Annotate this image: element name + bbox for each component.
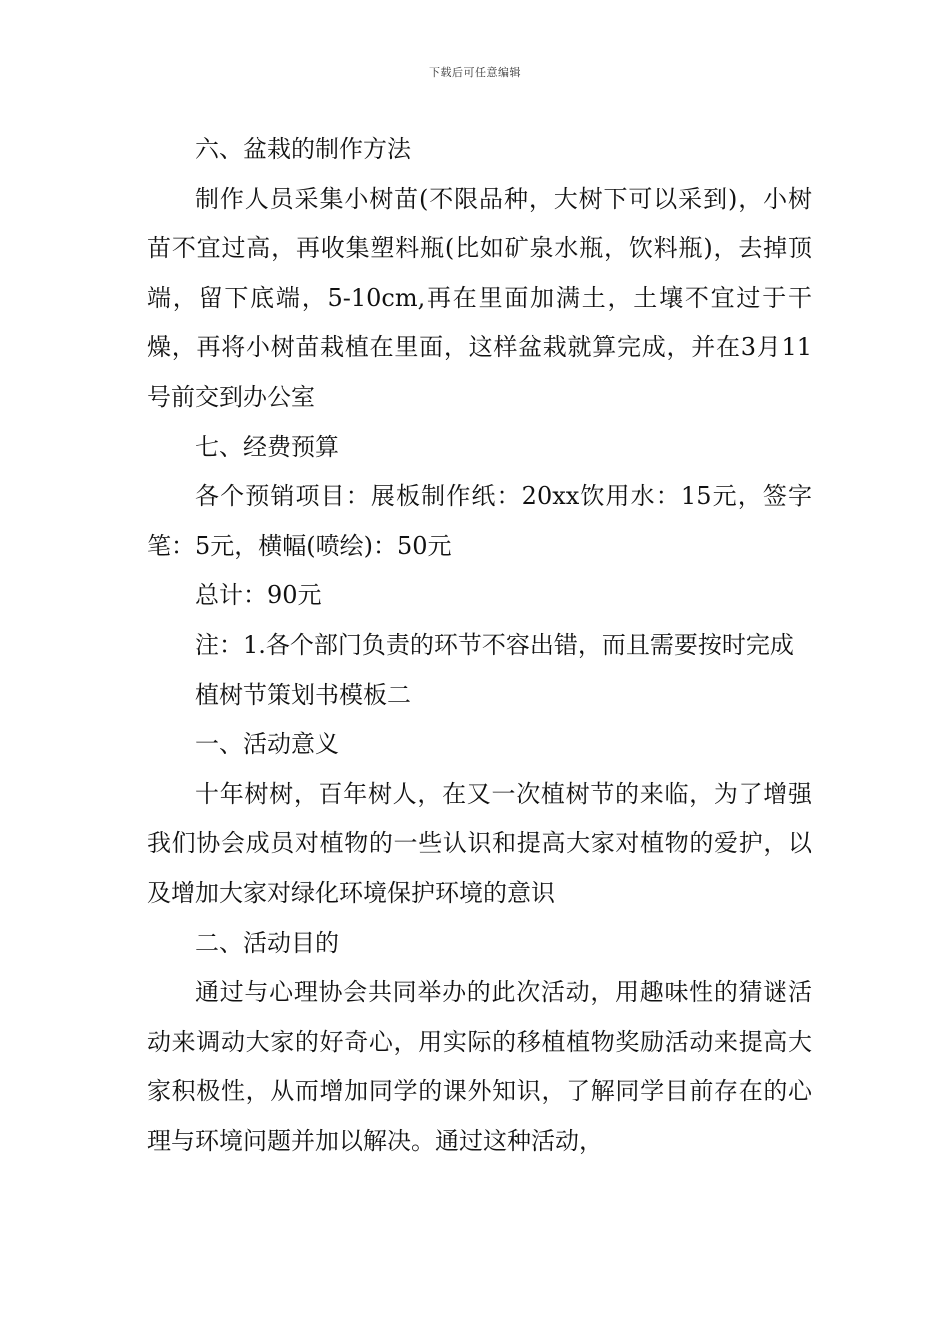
section-heading-seven: 七、经费预算 (195, 432, 339, 461)
note-paragraph: 注：1.各个部门负责的环节不容出错，而且需要按时完成 (195, 630, 794, 659)
budget-total: 总计：90元 (195, 581, 322, 610)
template-two-title: 植树节策划书模板二 (195, 680, 411, 709)
activity-meaning-paragraph: 十年树树，百年树人，在又一次植树节的来临，为了增强我们协会成员对植物的一些认识和提高大家对植物的爱护，以及增加大家对绿化环境保护环境的意识 (147, 779, 812, 907)
document-body (147, 125, 812, 1166)
section-heading-two: 二、活动目的 (195, 928, 339, 957)
budget-items-paragraph: 各个预销项目：展板制作纸：20xx饮用水：15元，签字笔：5元，横幅(喷绘)：50元 (147, 482, 812, 560)
page-header: 下载后可任意编辑 (429, 66, 521, 79)
section-heading-one: 一、活动意义 (195, 730, 339, 759)
bonsai-method-paragraph: 制作人员采集小树苗(不限品种，大树下可以采到)，小树苗不宜过高，再收集塑料瓶(比如矿泉水瓶，饮料瓶)，去掉顶端，留下底端，5-10cm,再在里面加满土，土壤不宜过于干燥，再将小树苗栽植在里面，这样盆栽就算完成，并在3月11号前交到办公室 (147, 184, 812, 411)
section-heading-six: 六、盆栽的制作方法 (195, 135, 411, 163)
activity-purpose-paragraph: 通过与心理协会共同举办的此次活动，用趣味性的猜谜活动来调动大家的好奇心，用实际的移植植物奖励活动来提高大家积极性，从而增加同学的课外知识，了解同学目前存在的心理与环境问题并加以解决。通过这种活动， (147, 978, 812, 1155)
